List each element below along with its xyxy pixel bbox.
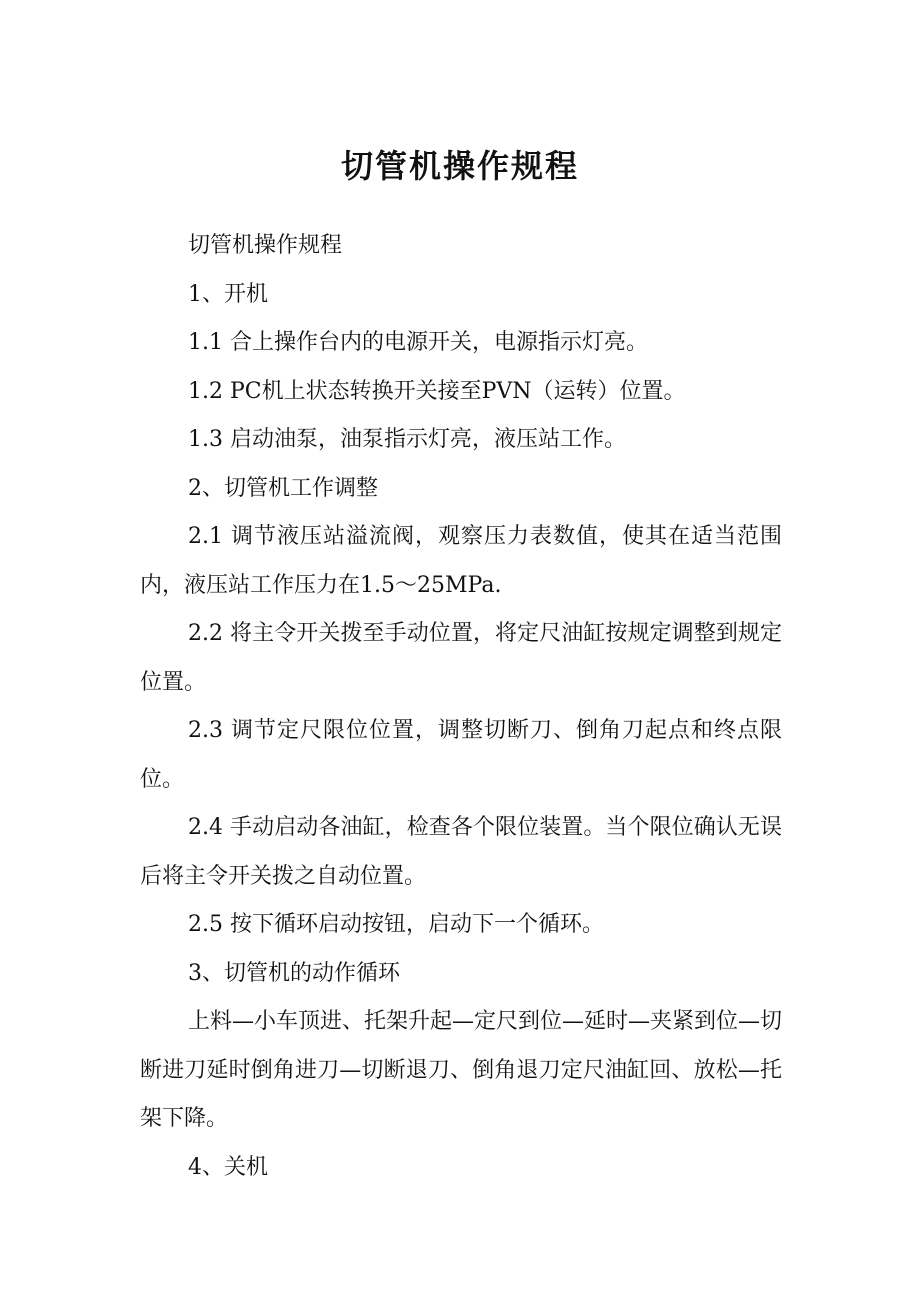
document-title: 切管机操作规程 <box>340 147 579 185</box>
paragraph-section-1: 1、开机 <box>188 281 268 307</box>
paragraph-1-1: 1.1 合上操作台内的电源开关，电源指示灯亮。 <box>188 330 648 355</box>
paragraph-subtitle: 切管机操作规程 <box>188 233 343 258</box>
paragraph-section-4: 4、关机 <box>188 1154 268 1180</box>
paragraph-section-2: 2、切管机工作调整 <box>188 475 378 501</box>
paragraph-section-3: 3、切管机的动作循环 <box>188 960 400 986</box>
paragraph-1-2: 1.2 PC机上状态转换开关接至PVN（运转）位置。 <box>188 378 686 404</box>
paragraph-1-3: 1.3 启动油泵，油泵指示灯亮，液压站工作。 <box>188 427 626 452</box>
paragraph-2-4: 2.4 手动启动各油缸，检查各个限位装置。当个限位确认无误后将主令开关拨之自动位置。 <box>140 815 782 889</box>
paragraph-2-2: 2.2 将主令开关拨至手动位置，将定尺油缸按规定调整到规定位置。 <box>140 621 782 695</box>
paragraph-3-body: 上料—小车顶进、托架升起—定尺到位—延时—夹紧到位—切断进刀延时倒角进刀—切断退刀、倒角退刀定尺油缸回、放松—托架下降。 <box>140 1009 783 1131</box>
paragraph-2-1: 2.1 调节液压站溢流阀，观察压力表数值，使其在适当范围内，液压站工作压力在1.5～25MPa. <box>140 524 782 598</box>
paragraph-2-5: 2.5 按下循环启动按钮，启动下一个循环。 <box>188 912 604 937</box>
paragraph-2-3: 2.3 调节定尺限位位置，调整切断刀、倒角刀起点和终点限位。 <box>140 718 782 792</box>
document-body <box>140 222 782 1192</box>
